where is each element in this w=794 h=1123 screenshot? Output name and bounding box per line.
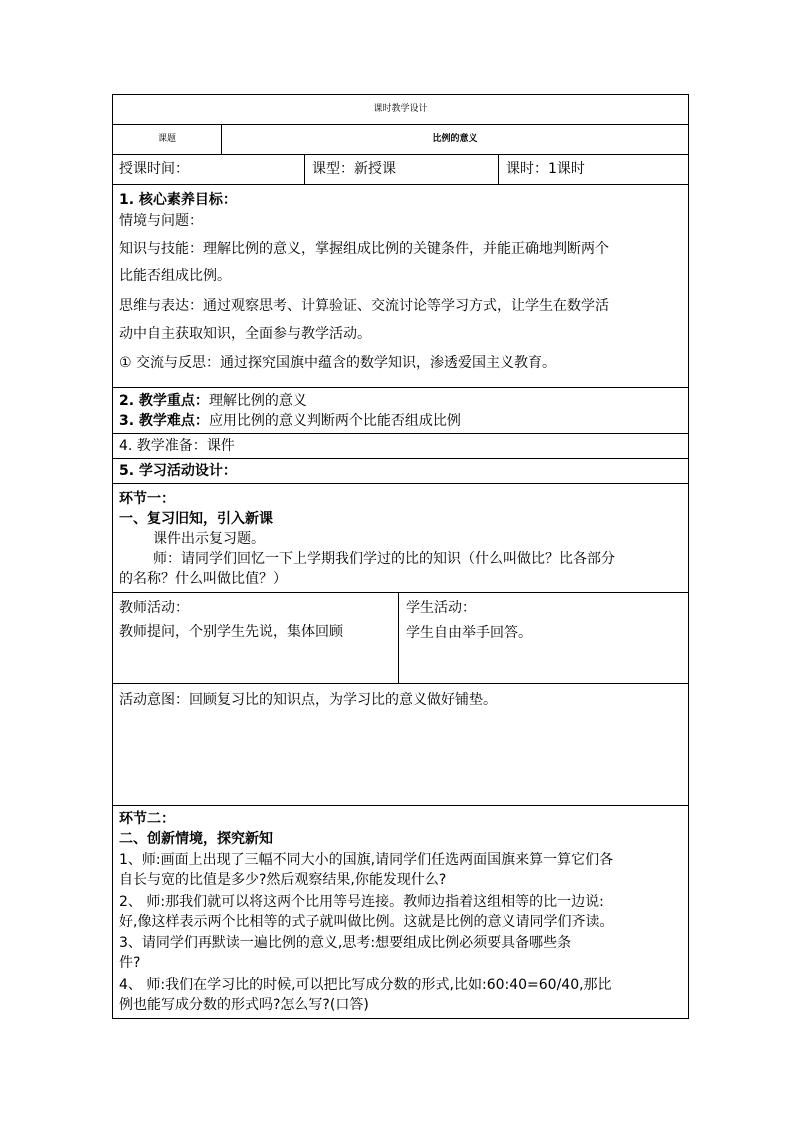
- section2-line7: 4、 师:我们在学习比的时候,可以把比写成分数的形式,比如:60:40=60/40,那比: [119, 977, 612, 993]
- difficulty-value: 应用比例的意义判断两个比能否组成比例: [208, 413, 461, 429]
- section2-line4: 好,像这样表示两个比相等的式子就叫做比例。这就是比例的意义请同学们齐读。: [119, 914, 614, 930]
- key-point-value: 理解比例的意义: [208, 393, 307, 409]
- prep: [119, 437, 235, 455]
- goals-row: [112, 185, 689, 388]
- section1-line2: 师：请同学们回忆一下上学期我们学过的比的知识（什么叫做比？比各部分: [153, 551, 615, 567]
- prep-value: 课件: [206, 438, 235, 454]
- goal-knowledge-line2: 比能否组成比例。: [119, 268, 231, 284]
- meta-row: [112, 155, 689, 185]
- teacher-activity-text: 教师提问，个别学生先说，集体回顾: [119, 624, 343, 640]
- topic-value: 比例的意义: [432, 134, 478, 144]
- lesson-type: 课型：新授课: [312, 161, 396, 177]
- time-label: 授课时间：: [119, 161, 189, 177]
- keypoints-row: [112, 388, 689, 434]
- goal-situation: 情境与问题：: [119, 213, 203, 229]
- time-cell: [113, 155, 304, 184]
- activity-row: [112, 593, 689, 684]
- section2-line1: 1、师:画面上出现了三幅不同大小的国旗,请同学们任选两面国旗来算一算它们各: [119, 852, 614, 868]
- goal-reflection: ① 交流与反思：通过探究国旗中蕴含的数学知识，渗透爱国主义教育。: [119, 355, 556, 371]
- activity-design-heading: 5. 学习活动设计：: [119, 463, 237, 479]
- section2-line2: 自长与宽的比值是多少?然后观察结果,你能发现什么?: [119, 872, 447, 888]
- section2-line6: 件?: [119, 955, 141, 971]
- lesson-hours: 课时：1课时: [506, 161, 585, 177]
- goal-knowledge-line1: 知识与技能：理解比例的意义，掌握组成比例的关键条件，并能正确地判断两个: [119, 241, 609, 257]
- section1-label: 环节一：: [119, 491, 175, 507]
- section2-label: 环节二：: [119, 811, 175, 827]
- student-activity-text: 学生自由举手回答。: [406, 625, 532, 641]
- goals-heading: 1. 核心素养目标：: [119, 192, 237, 208]
- section2-line5: 3、请同学们再默读一遍比例的意义,思考:想要组成比例必须要具备哪些条: [119, 935, 572, 951]
- topic-label: 课题: [157, 134, 176, 144]
- section2-line8: 例也能写成分数的形式吗?怎么写?(口答): [119, 997, 369, 1013]
- key-point: [119, 392, 307, 410]
- hours-cell: [498, 155, 688, 184]
- title-row: [112, 94, 689, 125]
- activity-intent: 活动意图：回顾复习比的知识点，为学习比的意义做好铺垫。: [119, 692, 497, 708]
- topic-value-cell: [221, 125, 688, 154]
- section1-line1: 课件出示复习题。: [153, 531, 265, 547]
- type-cell: [304, 155, 498, 184]
- topic-label-cell: [113, 125, 221, 154]
- goal-thinking-line1: 思维与表达：通过观察思考、计算验证、交流讨论等学习方式，让学生在数学活: [119, 298, 609, 314]
- activity-design-row: [112, 459, 689, 484]
- section2-heading: 二、创新情境，探究新知: [119, 831, 273, 847]
- section2-row: [112, 806, 689, 1019]
- goal-thinking-line2: 动中自主获取知识，全面参与教学活动。: [119, 326, 371, 342]
- section2-line3: 2、 师:那我们就可以将这两个比用等号连接。教师边指着这组相等的比一边说:: [119, 894, 604, 910]
- key-point-label: 2. 教学重点：: [119, 393, 209, 409]
- difficulty-label: 3. 教学难点：: [119, 413, 209, 429]
- intent-row: [112, 684, 689, 806]
- table-title: 课时教学设计: [373, 104, 428, 114]
- section1-row: [112, 484, 689, 593]
- prep-row: [112, 434, 689, 459]
- student-activity-label: 学生活动：: [406, 600, 476, 616]
- lesson-plan-table: [112, 94, 689, 1019]
- section1-heading: 一、复习旧知，引入新课: [119, 511, 273, 527]
- student-activity-cell: [398, 593, 688, 683]
- section1-line3: 的名称？什么叫做比值？）: [119, 571, 287, 587]
- topic-row: [112, 125, 689, 155]
- teacher-activity-label: 教师活动：: [119, 600, 189, 616]
- difficulty: [119, 412, 461, 430]
- prep-label: 4. 教学准备：: [119, 438, 207, 454]
- teacher-activity-cell: [113, 593, 398, 683]
